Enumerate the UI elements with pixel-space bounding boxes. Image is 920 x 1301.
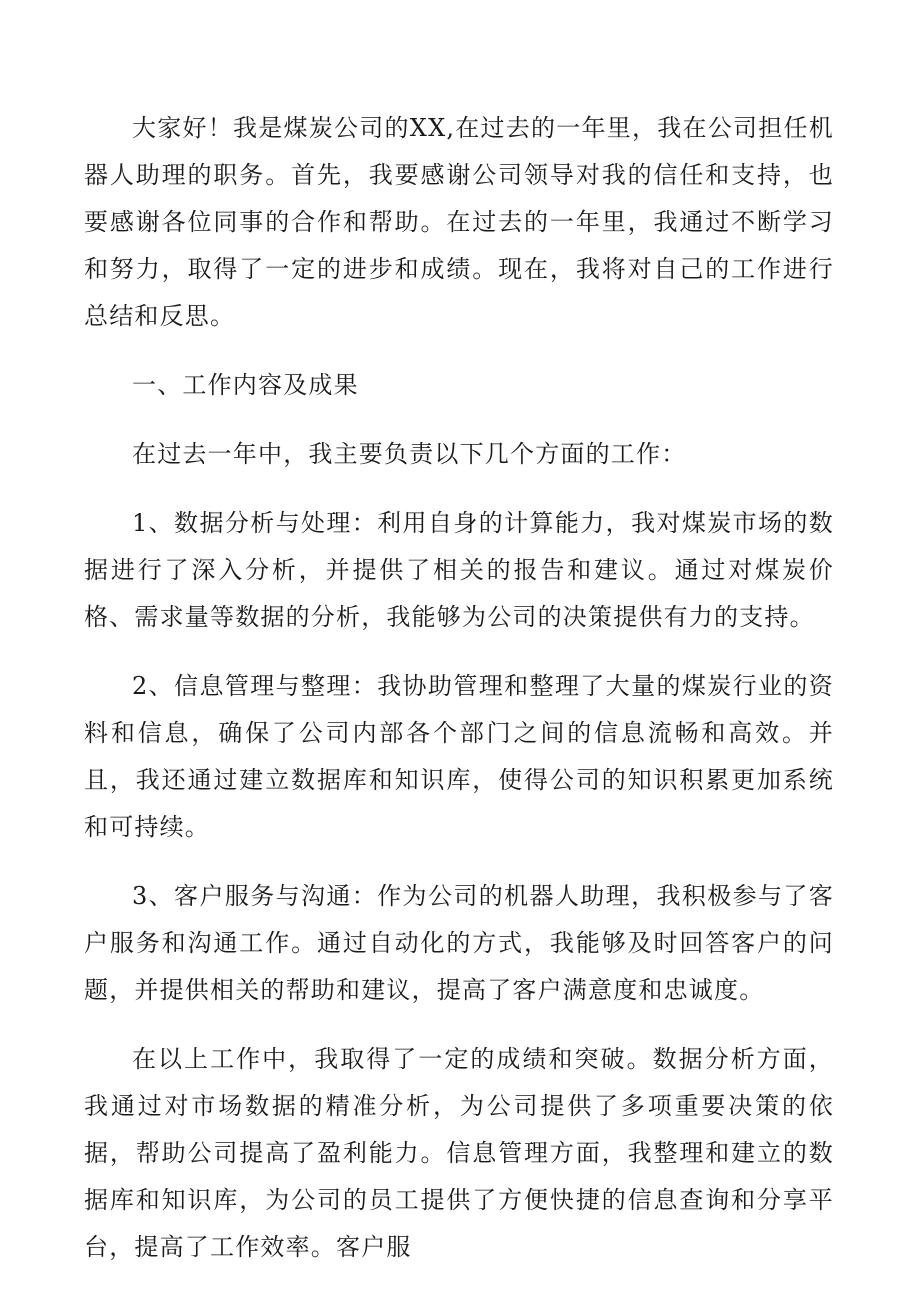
achievements-paragraph: 在以上工作中，我取得了一定的成绩和突破。数据分析方面，我通过对市场数据的精准分析，为公司提供了多项重要决策的依据，帮助公司提高了盈利能力。信息管理方面，我整理和建立的数据库和知识库，为公司的员工提供了方便快捷的信息查询和分享平台，提高了工作效率。客户服	[84, 1045, 834, 1261]
section-intro-paragraph: 在过去一年中，我主要负责以下几个方面的工作：	[132, 440, 687, 468]
item-1-paragraph: 1、数据分析与处理：利用自身的计算能力，我对煤炭市场的数据进行了深入分析，并提供了相关的报告和建议。通过对煤炭价格、需求量等数据的分析，我能够为公司的决策提供有力的支持。	[84, 509, 834, 631]
item-3-paragraph: 3、客户服务与沟通：作为公司的机器人助理，我积极参与了客户服务和沟通工作。通过自动化的方式，我能够及时回答客户的问题，并提供相关的帮助和建议，提高了客户满意度和忠诚度。	[84, 882, 834, 1004]
document-body	[84, 105, 834, 1293]
section-heading: 一、工作内容及成果	[132, 371, 359, 399]
intro-paragraph: 大家好！我是煤炭公司的XX,在过去的一年里，我在公司担任机器人助理的职务。首先，我要感谢公司领导对我的信任和支持，也要感谢各位同事的合作和帮助。在过去的一年里，我通过不断学习和努力，取得了一定的进步和成绩。现在，我将对自己的工作进行总结和反思。	[84, 114, 834, 330]
item-2-paragraph: 2、信息管理与整理：我协助管理和整理了大量的煤炭行业的资料和信息，确保了公司内部各个部门之间的信息流畅和高效。并且，我还通过建立数据库和知识库，使得公司的知识积累更加系统和可持续。	[84, 672, 834, 841]
